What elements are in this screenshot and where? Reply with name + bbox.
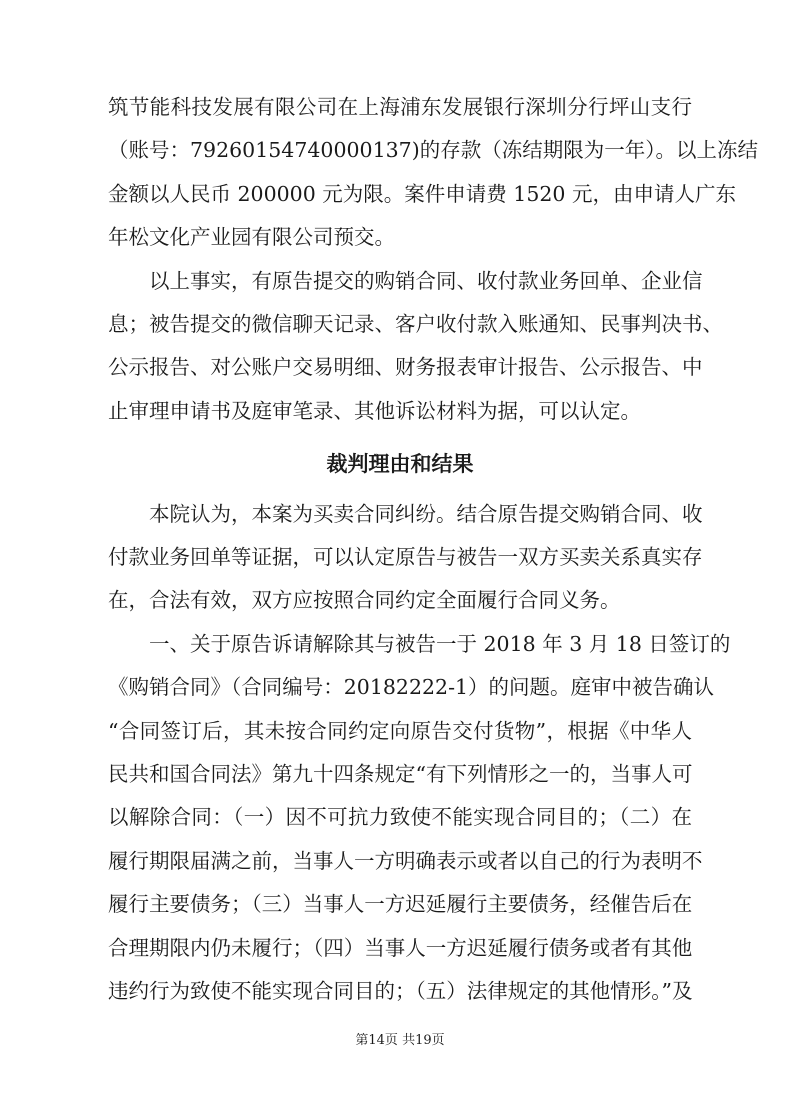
text-line: 金额以人民币 200000 元为限。案件申请费 1520 元，由申请人广东 [108, 181, 736, 206]
document-body [108, 86, 758, 1013]
text-line: 息；被告提交的微信聊天记录、客户收付款入账通知、民事判决书、 [108, 311, 723, 336]
text-line: 以解除合同：（一）因不可抗力致使不能实现合同目的；（二）在 [108, 805, 692, 830]
paragraph-evidence [108, 260, 723, 434]
text-line: “合同签订后，其未按合同约定向原告交付货物”，根据《中华人 [108, 718, 692, 743]
text-line: （账号：79260154740000137)的存款（冻结期限为一年）。以上冻结 [108, 138, 758, 163]
text-line: 止审理申请书及庭审笔录、其他诉讼材料为据，可以认定。 [108, 398, 641, 423]
text-line: 年松文化产业园有限公司预交。 [108, 225, 395, 250]
paragraph-contract-termination [108, 623, 731, 1014]
section-heading: 裁判理由和结果 [326, 450, 474, 476]
text-line: 筑节能科技发展有限公司在上海浦东发展银行深圳分行坪山支行 [108, 95, 692, 119]
text-line: 在，合法有效，双方应按照合同约定全面履行合同义务。 [108, 588, 621, 613]
text-line: 本院认为，本案为买卖合同纠纷。结合原告提交购销合同、收 [149, 501, 703, 526]
text-line: 以上事实，有原告提交的购销合同、收付款业务回单、企业信 [149, 268, 703, 293]
text-line: 违约行为致使不能实现合同目的；（五）法律规定的其他情形。”及 [108, 979, 693, 1003]
paragraph-court-opinion [108, 493, 703, 623]
page-number: 第14页 共19页 [355, 1033, 445, 1048]
text-line: 履行主要债务；（三）当事人一方迟延履行主要债务，经催告后在 [108, 892, 693, 917]
text-line: 公示报告、对公账户交易明细、财务报表审计报告、公示报告、中 [108, 355, 703, 380]
text-line: 履行期限届满之前，当事人一方明确表示或者以自己的行为表明不 [108, 848, 703, 873]
paragraph-freeze-order [108, 86, 758, 260]
text-line: 一、关于原告诉请解除其与被告一于 2018 年 3 月 18 日签订的 [149, 631, 731, 656]
text-line: 合理期限内仍未履行；（四）当事人一方迟延履行债务或者有其他 [108, 935, 693, 960]
text-line: 付款业务回单等证据，可以认定原告与被告一双方买卖关系真实存 [108, 545, 703, 570]
text-line: 《购销合同》（合同编号：20182222-1）的问题。庭审中被告确认 [108, 675, 715, 700]
text-line: 民共和国合同法》第九十四条规定“有下列情形之一的，当事人可 [108, 762, 693, 787]
